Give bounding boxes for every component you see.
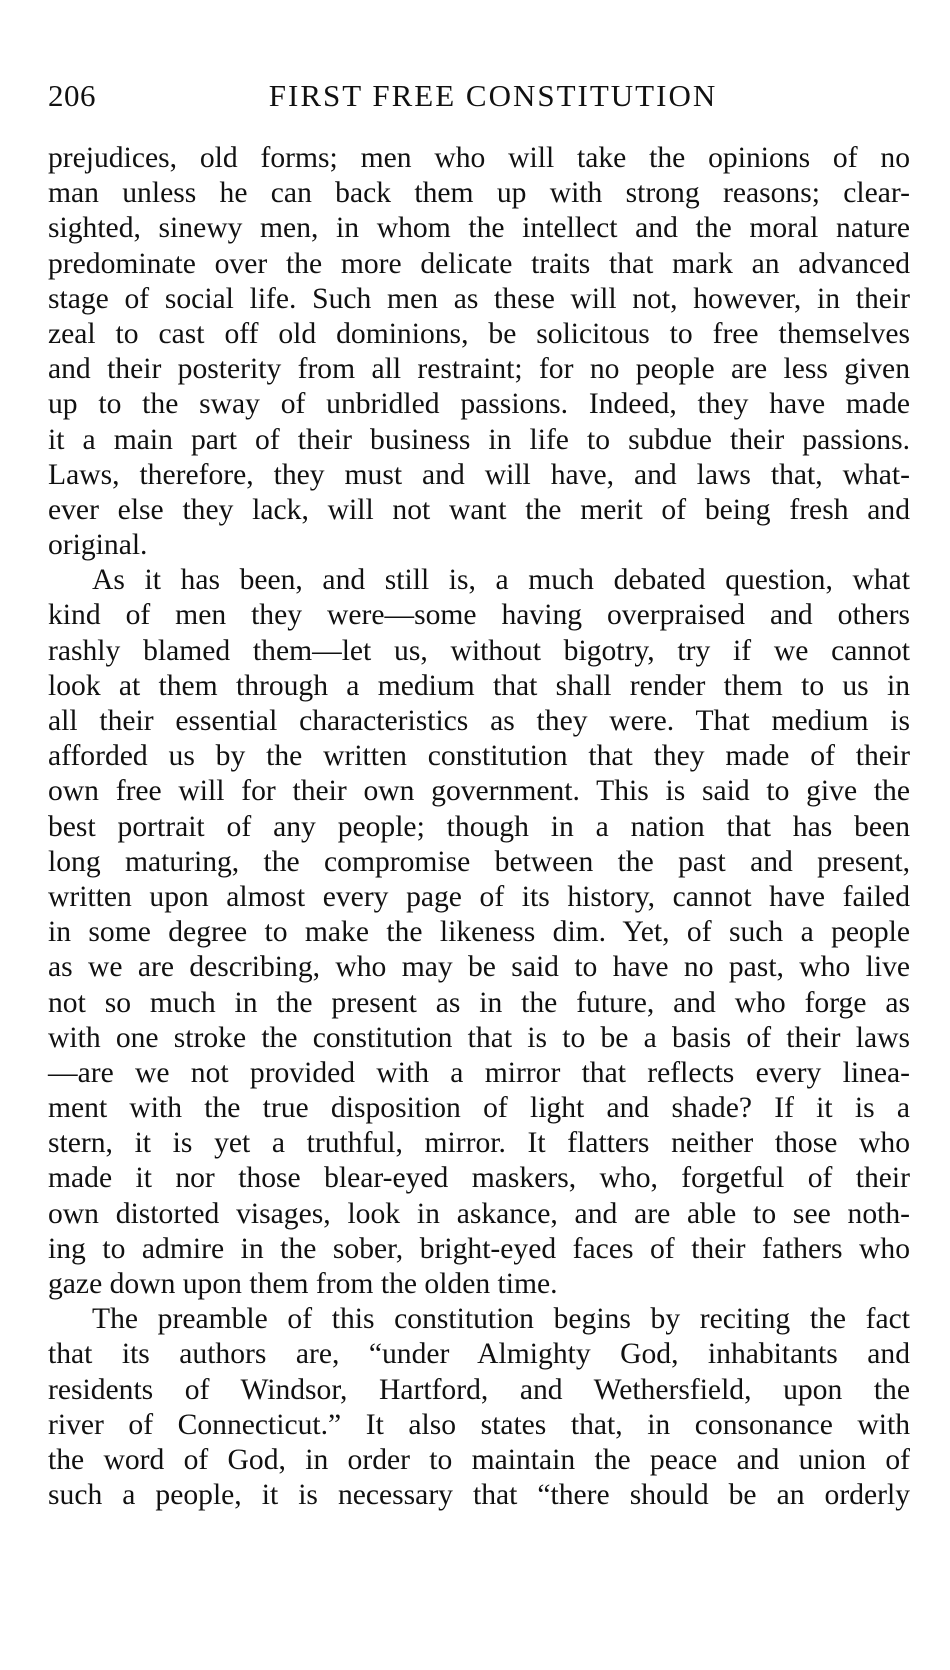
text-line: all their essential characteristics as they were. That medium is: [48, 705, 910, 737]
paragraph-3: [48, 1302, 910, 1513]
text-line: long maturing, the compromise between the past and present,: [48, 845, 910, 878]
text-line: stage of social life. Such men as these will not, however, in their: [48, 282, 910, 315]
running-head: [48, 72, 908, 116]
body-text: [48, 141, 910, 1513]
text-line: predominate over the more delicate traits that mark an advanced: [48, 247, 910, 280]
text-line: prejudices, old forms; men who will take the opinions of no: [48, 142, 910, 174]
text-line: sighted, sinewy men, in whom the intellect and the moral nature: [48, 212, 910, 245]
text-line: up to the sway of unbridled passions. Indeed, they have made: [48, 388, 910, 421]
text-line: original.: [48, 529, 148, 562]
paragraph-1: [48, 141, 910, 563]
text-line: ment with the true disposition of light and shade? If it is a: [48, 1092, 910, 1125]
text-line: look at them through a medium that shall render them to us in: [48, 669, 910, 702]
text-line: own distorted visages, look in askance, and are able to see noth-: [48, 1197, 910, 1230]
text-line: such a people, it is necessary that “there should be an orderly: [48, 1479, 910, 1512]
text-line: it a main part of their business in life to subdue their passions.: [48, 423, 910, 456]
text-line: As it has been, and still is, a much debated question, what: [92, 564, 910, 597]
text-line: stern, it is yet a truthful, mirror. It flatters neither those who: [48, 1127, 910, 1160]
text-line: and their posterity from all restraint; for no people are less given: [48, 353, 910, 386]
text-line: not so much in the present as in the future, and who forge as: [48, 986, 910, 1019]
text-line: afforded us by the written constitution that they made of their: [48, 740, 910, 773]
text-line: gaze down upon them from the olden time.: [48, 1268, 558, 1300]
text-line: own free will for their own government. This is said to give the: [48, 775, 910, 808]
running-title: FIRST FREE CONSTITUTION: [268, 78, 718, 113]
text-line: residents of Windsor, Hartford, and Wethersfield, upon the: [48, 1373, 910, 1406]
text-line: with one stroke the constitution that is to be a basis of their laws: [48, 1021, 910, 1054]
text-line: zeal to cast off old dominions, be solicitous to free themselves: [48, 317, 910, 350]
text-line: made it nor those blear-eyed maskers, who, forgetful of their: [48, 1162, 910, 1195]
paragraph-2: [48, 563, 910, 1302]
text-line: kind of men they were—some having overpraised and others: [48, 599, 910, 632]
text-line: river of Connecticut.” It also states that, in consonance with: [48, 1408, 910, 1441]
text-line: —are we not provided with a mirror that reflects every linea-: [48, 1056, 910, 1089]
text-line: written upon almost every page of its history, cannot have failed: [48, 880, 910, 913]
page-number: 206: [48, 78, 96, 113]
text-line: the word of God, in order to maintain the peace and union of: [48, 1443, 910, 1476]
text-line: The preamble of this constitution begins by reciting the fact: [92, 1303, 910, 1336]
text-line: as we are describing, who may be said to have no past, who live: [48, 951, 910, 984]
text-line: that its authors are, “under Almighty God, inhabitants and: [48, 1338, 910, 1371]
text-line: in some degree to make the likeness dim. Yet, of such a people: [48, 916, 910, 949]
text-line: Laws, therefore, they must and will have, and laws that, what-: [48, 458, 910, 491]
text-line: ever else they lack, will not want the merit of being fresh and: [48, 493, 910, 526]
text-line: rashly blamed them—let us, without bigotry, try if we cannot: [48, 634, 910, 667]
text-line: ing to admire in the sober, bright-eyed faces of their fathers who: [48, 1232, 910, 1265]
text-line: best portrait of any people; though in a nation that has been: [48, 810, 910, 843]
text-line: man unless he can back them up with strong reasons; clear-: [48, 177, 910, 210]
